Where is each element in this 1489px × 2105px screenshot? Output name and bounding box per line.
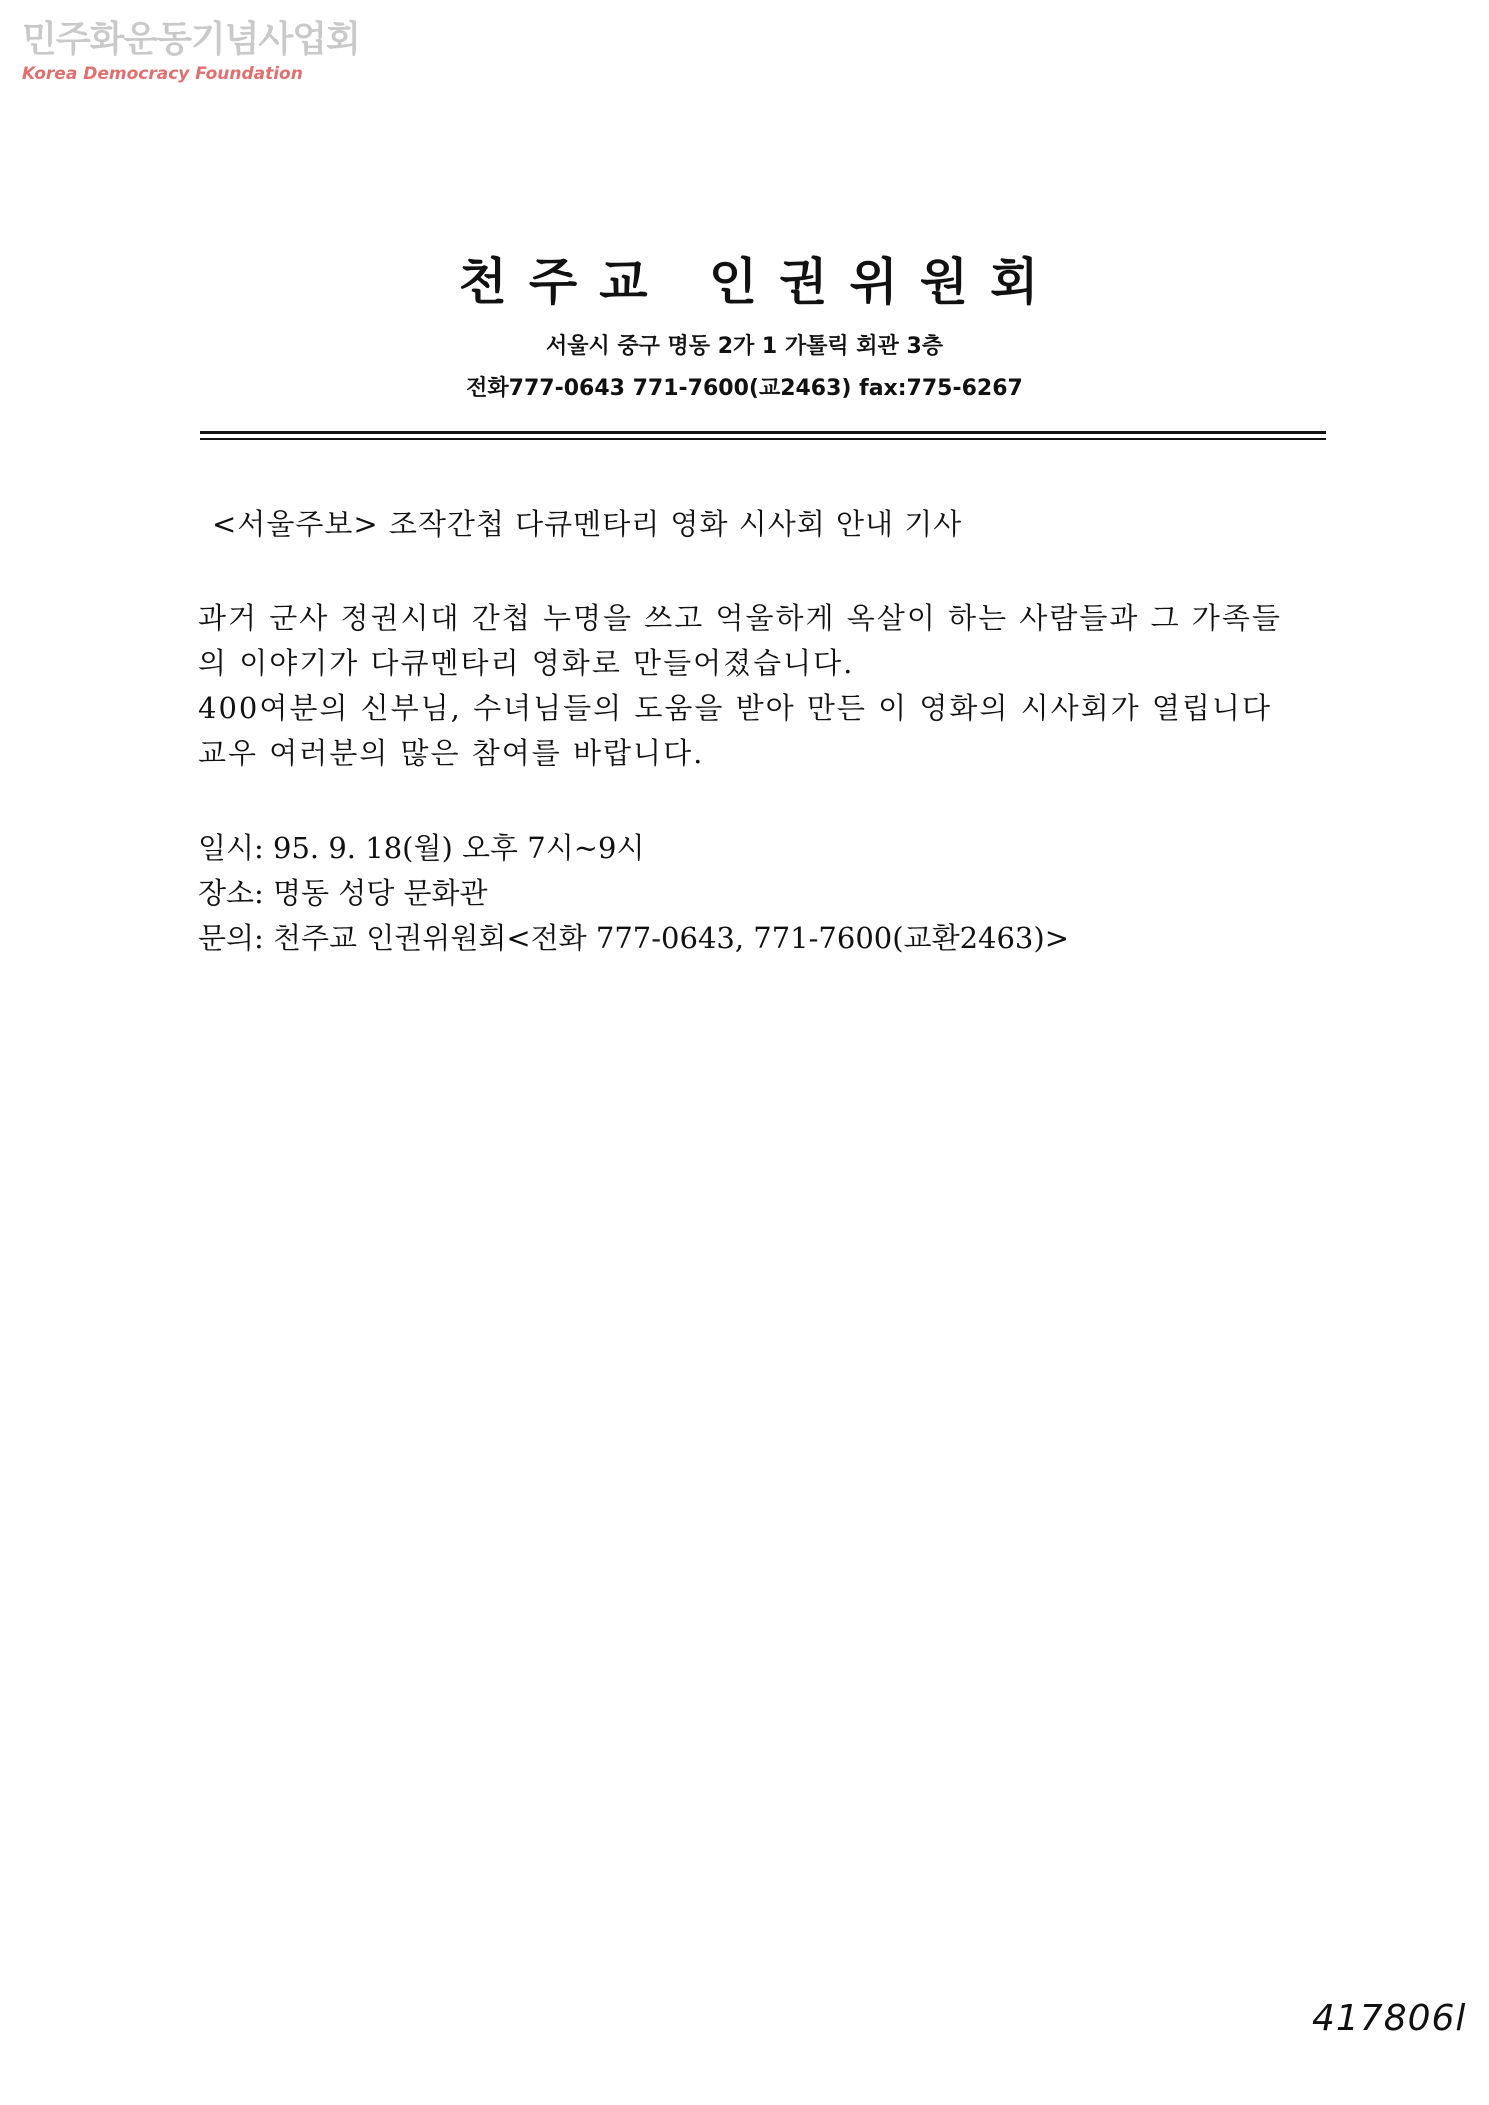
body-line: 400여분의 신부님, 수녀님들의 도움을 받아 만든 이 영화의 시사회가 열립니다 <box>198 691 1272 725</box>
document-subject: <서울주보> 조작간첩 다큐멘타리 영화 시사회 안내 기사 <box>212 507 963 541</box>
event-info <box>198 826 1069 961</box>
letterhead-divider-bottom <box>200 438 1326 440</box>
organization-contact: 전화777-0643 771-7600(교2463) fax:775-6267 <box>466 376 1023 401</box>
document-body <box>198 596 1338 776</box>
watermark-korean: 민주화운동기념사업회 <box>22 19 360 60</box>
watermark-english: Korea Democracy Foundation <box>22 64 303 84</box>
letterhead <box>0 250 1489 404</box>
event-inquiry: 문의: 천주교 인권위원회<전화 777-0643, 771-7600(교환2463)> <box>198 921 1069 955</box>
organization-name: 천주교 인권위원회 <box>458 253 1061 311</box>
letterhead-divider-top <box>200 431 1326 434</box>
body-line: 교우 여러분의 많은 참여를 바랍니다. <box>198 736 705 770</box>
event-place: 장소: 명동 성당 문화관 <box>198 876 488 910</box>
body-line: 과거 군사 정권시대 간첩 누명을 쓰고 억울하게 옥살이 하는 사람들과 그 가족들 <box>198 601 1282 635</box>
watermark-logo <box>22 18 360 84</box>
organization-address: 서울시 중구 명동 2가 1 가톨릭 회관 3층 <box>545 334 944 359</box>
body-line: 의 이야기가 다큐멘타리 영화로 만들어졌습니다. <box>198 646 855 680</box>
handwritten-document-number: 417806l <box>1312 1998 1467 2039</box>
event-datetime: 일시: 95. 9. 18(월) 오후 7시~9시 <box>198 831 645 865</box>
